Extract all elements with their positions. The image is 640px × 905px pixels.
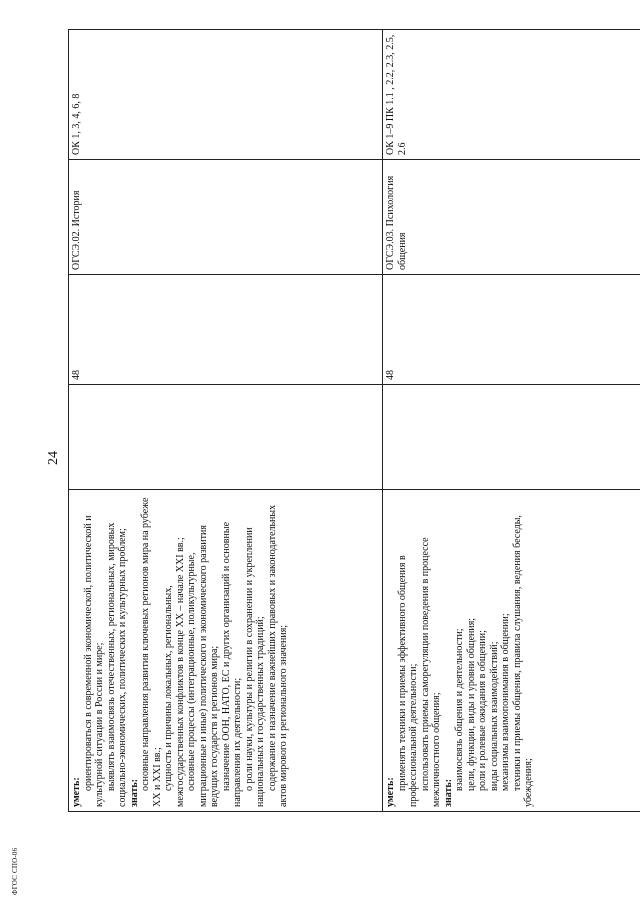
list-item: назначение ООН, НАТО, ЕС и других организаций и основные направления их деятельности; [220,521,243,807]
list-item: содержание и назначение важнейших правовых и законодательных актов мирового и регионального значения; [266,504,289,807]
list-item: виды социальных взаимодействий; [488,641,500,791]
list-item: ориентироваться в современной экономической, политической и культурной ситуации в России и мире; [82,515,105,807]
requirements-cell [383,490,640,812]
table-row [383,30,640,812]
list-item: применять техники и приемы эффективного общения в профессиональной деятельности; [396,555,419,807]
knowledge-heading: знать: [442,778,454,807]
skills-heading: уметь: [385,777,396,807]
empty-cell [383,385,640,490]
competencies-cell: ОК 1–9 ПК 1.1 , 2.2, 2.3, 2.5, 2.6 [383,30,640,160]
table-row [69,30,383,812]
list-item: выявлять взаимосвязь отечественных, региональных, мировых социально-экономических, политических и культурных проблем; [105,522,128,807]
list-item: о роли науки, культуры и религии в сохранении и укреплении национальных и государственных традиций; [243,527,266,807]
list-item: роли и ролевые ожидания в общении; [477,630,488,791]
discipline-cell: ОГСЭ.03. Психология общения [383,160,640,275]
hours-cell: 48 [69,275,383,385]
list-item: основные процессы (интеграционные, поликультурные, миграционные и иные) политического и экономического развития ведущих государств и регионов мира; [186,525,220,807]
list-item: основные направления развития ключевых регионов мира на рубеже XX и XXI вв.; [140,497,163,807]
footer-code: ФГОС СПО-06 [11,847,19,895]
list-item: механизмы взаимопонимания в общении; [500,613,511,791]
knowledge-heading: знать: [128,778,140,807]
skills-heading: уметь: [71,777,82,807]
hours-cell: 48 [383,275,640,385]
list-item: техники и приемы общения, правила слушания, ведения беседы, убеждения; [511,515,534,807]
competencies-cell: ОК 1, 3, 4, 6, 8 [69,30,383,160]
curriculum-table [68,29,640,812]
empty-cell [69,385,383,490]
requirements-cell [69,490,383,812]
page-number: 24 [46,451,61,465]
discipline-cell: ОГСЭ.02. История [69,160,383,275]
list-item: использовать приемы саморегуляции поведения в процессе межличностного общения; [419,537,442,807]
list-item: сущность и причины локальных, региональных, межгосударственных конфликтов в конце XX – начале XXI вв.; [163,537,186,807]
list-item: цели, функции, виды и уровни общения; [465,617,477,791]
list-item: взаимосвязь общения и деятельности; [454,628,465,791]
